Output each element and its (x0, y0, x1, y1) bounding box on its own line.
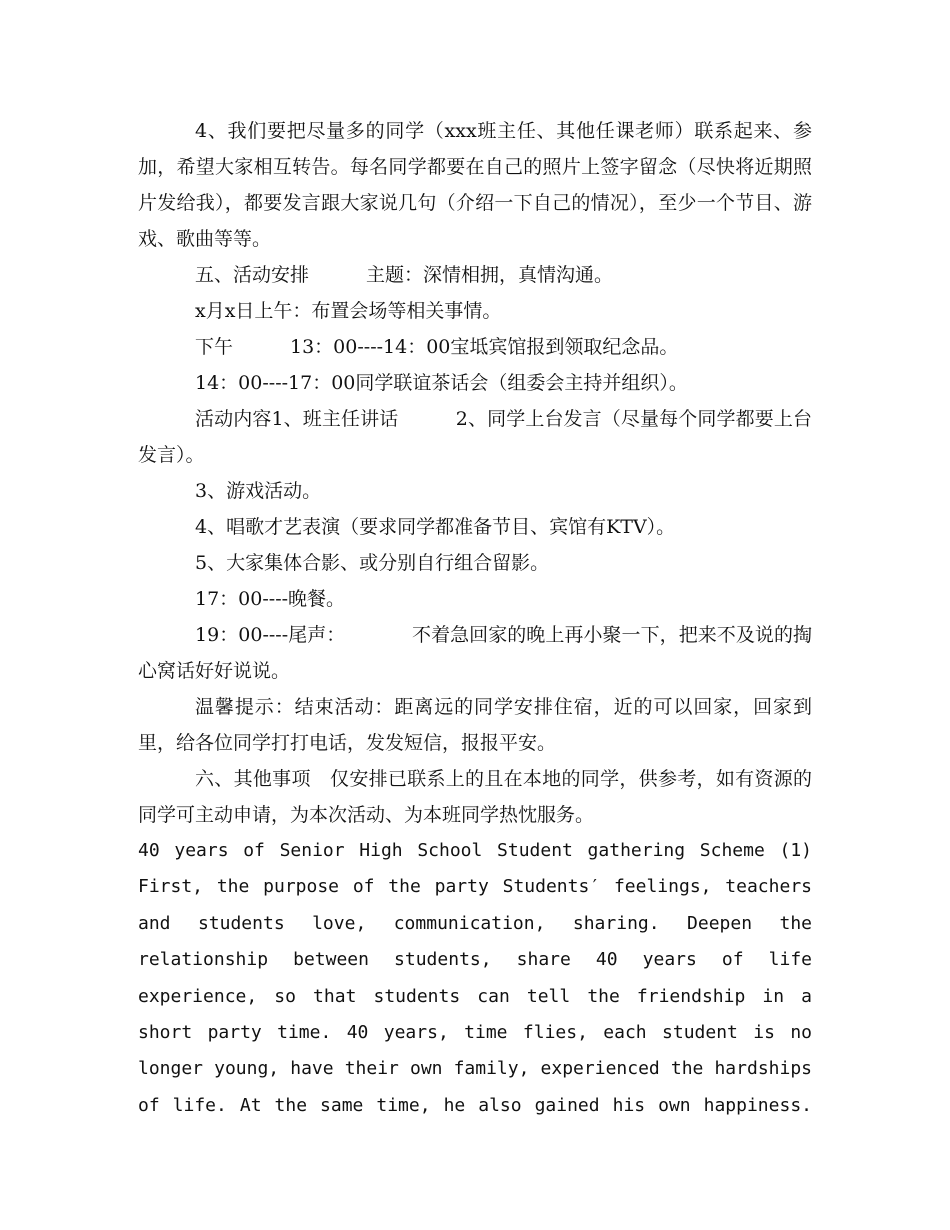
document-body (138, 113, 812, 1124)
english-line: First, the purpose of the party Students′ feelings, teachers (138, 876, 812, 898)
paragraph-activity-arrangement: 五、活动安排 主题：深情相拥，真情沟通。 (195, 264, 614, 286)
paragraph-games: 3、游戏活动。 (195, 480, 322, 502)
english-line: and students love, communication, sharing. Deepen the (138, 912, 812, 934)
english-line: experience, so that students can tell the friendship in a (138, 985, 812, 1007)
english-line: relationship between students, share 40 years of life (138, 949, 812, 971)
paragraph-tea-party: 14：00----17：00同学联谊茶话会（组委会主持并组织）。 (195, 372, 688, 394)
paragraph-evening: 19：00----尾声： 不着急回家的晚上再小聚一下，把来不及说的掏心窝话好好说说。 (138, 624, 812, 682)
paragraph-afternoon-checkin: 下午 13：00----14：00宝坻宾馆报到领取纪念品。 (195, 336, 679, 358)
paragraph-reminder: 温馨提示：结束活动：距离远的同学安排住宿，近的可以回家，回家到里，给各位同学打打电话，发发短信，报报平安。 (138, 696, 812, 754)
paragraph-group-photo: 5、大家集体合影、或分别自行组合留影。 (195, 552, 550, 574)
english-line: of life. At the same time, he also gained his own happiness. (138, 1094, 812, 1116)
paragraph-dinner: 17：00----晚餐。 (195, 588, 346, 610)
paragraph-contact-classmates: 4、我们要把尽量多的同学（xxx班主任、其他任课老师）联系起来、参加，希望大家相互转告。每名同学都要在自己的照片上签字留念（尽快将近期照片发给我），都要发言跟大家说几句（介绍一下自己的情况），至少一个节目、游戏、歌曲等等。 (138, 120, 812, 250)
english-line: longer young, have their own family, experienced the hardships (138, 1058, 812, 1080)
paragraph-other-matters: 六、其他事项 仅安排已联系上的且在本地的同学，供参考，如有资源的同学可主动申请，为本次活动、为本班同学热忱服务。 (138, 768, 812, 826)
english-line: short party time. 40 years, time flies, each student is no (138, 1022, 812, 1044)
paragraph-morning-setup: x月x日上午：布置会场等相关事情。 (195, 300, 502, 322)
paragraph-singing: 4、唱歌才艺表演（要求同学都准备节目、宾馆有KTV）。 (195, 516, 676, 538)
english-line: 40 years of Senior High School Student gathering Scheme (1) (138, 840, 812, 861)
paragraph-activity-content: 活动内容1、班主任讲话 2、同学上台发言（尽量每个同学都要上台发言）。 (138, 408, 812, 466)
